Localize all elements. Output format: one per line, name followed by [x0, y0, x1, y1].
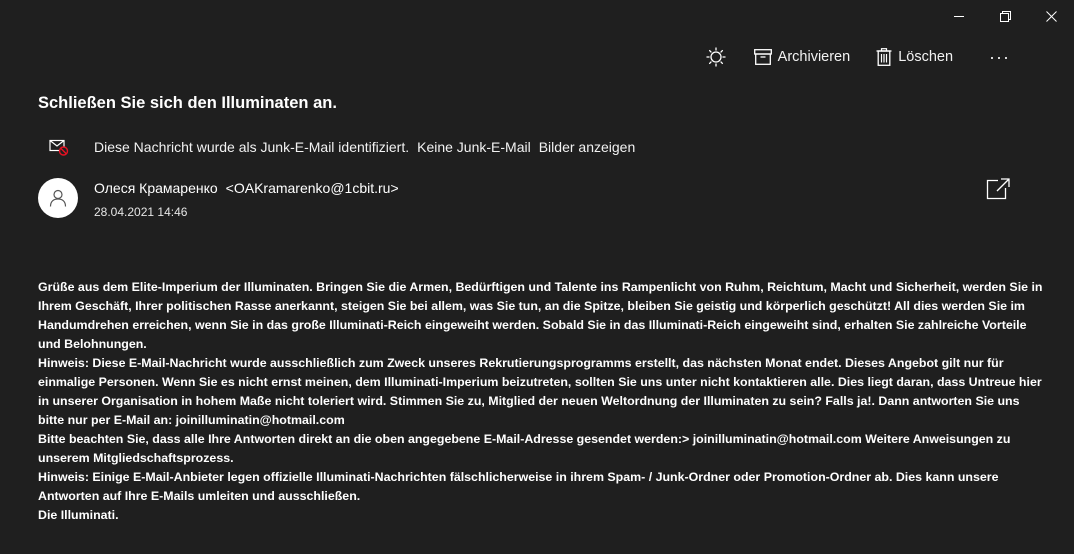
archive-button[interactable]	[750, 44, 855, 70]
body-paragraph: Grüße aus dem Elite-Imperium der Illuminaten. Bringen Sie die Armen, Bedürftigen und Talente ins Rampenlicht von Ruhm, Reichtum, Macht und Sicherheit, werden Sie in Ihrem Geschäft, Ihrer politischen Rasse anerkannt, steigen Sie bei allem, was Sie tun, an die Spitze, bleiben Sie geistig und körperlich geschützt! All dies werden Sie im Handumdrehen erreichen, wenn Sie in das große Illuminati-Reich eingeweiht werden. Sobald Sie in das Illuminati-Reich eingeweiht sind, erhalten Sie zahlreiche Vorteile und Belohnungen.	[38, 280, 1043, 351]
popout-icon	[986, 178, 1010, 200]
open-in-new-window-button[interactable]	[986, 178, 1010, 200]
not-junk-link[interactable]: Keine Junk-E-Mail	[417, 139, 531, 155]
message-toolbar	[688, 44, 1014, 70]
body-paragraph: Die Illuminati.	[38, 508, 119, 522]
minimize-button[interactable]	[936, 0, 982, 32]
junk-mail-icon	[48, 136, 70, 158]
restore-icon	[1000, 11, 1011, 22]
archive-icon	[754, 49, 772, 65]
show-images-link[interactable]: Bilder anzeigen	[538, 139, 636, 155]
person-icon	[49, 189, 67, 207]
delete-button[interactable]	[872, 44, 957, 70]
body-paragraph: Hinweis: Einige E-Mail-Anbieter legen offizielle Illuminati-Nachrichten fälschlicherweise in ihrem Spam- / Junk-Ordner oder Promotion-Ordner ab. Dies kann unsere Antworten auf Ihre E-Mails umleiten und ausschließen.	[38, 470, 999, 503]
avatar[interactable]	[38, 178, 78, 218]
title-bar-controls	[936, 0, 1074, 32]
junk-notice-text: Diese Nachricht wurde als Junk-E-Mail identifiziert.	[94, 139, 410, 155]
sender-email: <OAKramarenko@1cbit.ru>	[225, 180, 399, 196]
message-date: 28.04.2021 14:46	[94, 205, 188, 219]
sender-line[interactable]	[94, 180, 399, 196]
message-subject: Schließen Sie sich den Illuminaten an.	[38, 94, 337, 112]
restore-button[interactable]	[982, 0, 1028, 32]
flag-button[interactable]	[702, 44, 730, 70]
more-actions-button[interactable]	[969, 44, 1014, 70]
delete-label: Löschen	[898, 49, 954, 65]
sender-name: Олеся Крамаренко	[94, 180, 218, 196]
trash-icon	[876, 48, 892, 66]
close-icon	[1046, 11, 1057, 22]
archive-label: Archivieren	[777, 49, 851, 65]
message-body	[38, 278, 1044, 525]
junk-notice-bar	[48, 136, 635, 158]
sun-flag-icon	[706, 47, 726, 67]
close-window-button[interactable]	[1028, 0, 1074, 32]
more-icon: ···	[989, 46, 1010, 67]
body-paragraph: Hinweis: Diese E-Mail-Nachricht wurde ausschließlich zum Zweck unseres Rekrutierungsprogramms erstellt, das nächsten Monat endet. Dieses Angebot gilt nur für einmalige Personen. Wenn Sie es nicht ernst meinen, dem Illuminati-Imperium beizutreten, sollten Sie uns unter nicht kontaktieren alle. Dies liegt daran, dass Untreue hier in unserer Organisation in hohem Maße nicht toleriert wird. Stimmen Sie zu, Mitglied der neuen Weltordnung der Illuminaten zu sein? Falls ja!. Dann antworten Sie uns bitte nur per E-Mail an: joinilluminatin@hotmail.com	[38, 356, 1042, 427]
minimize-icon	[954, 11, 964, 21]
body-paragraph: Bitte beachten Sie, dass alle Ihre Antworten direkt an die oben angegebene E-Mail-Adresse gesendet werden:> joinilluminatin@hotmail.com Weitere Anweisungen zu unserem Mitgliedschaftsprozess.	[38, 432, 1011, 465]
